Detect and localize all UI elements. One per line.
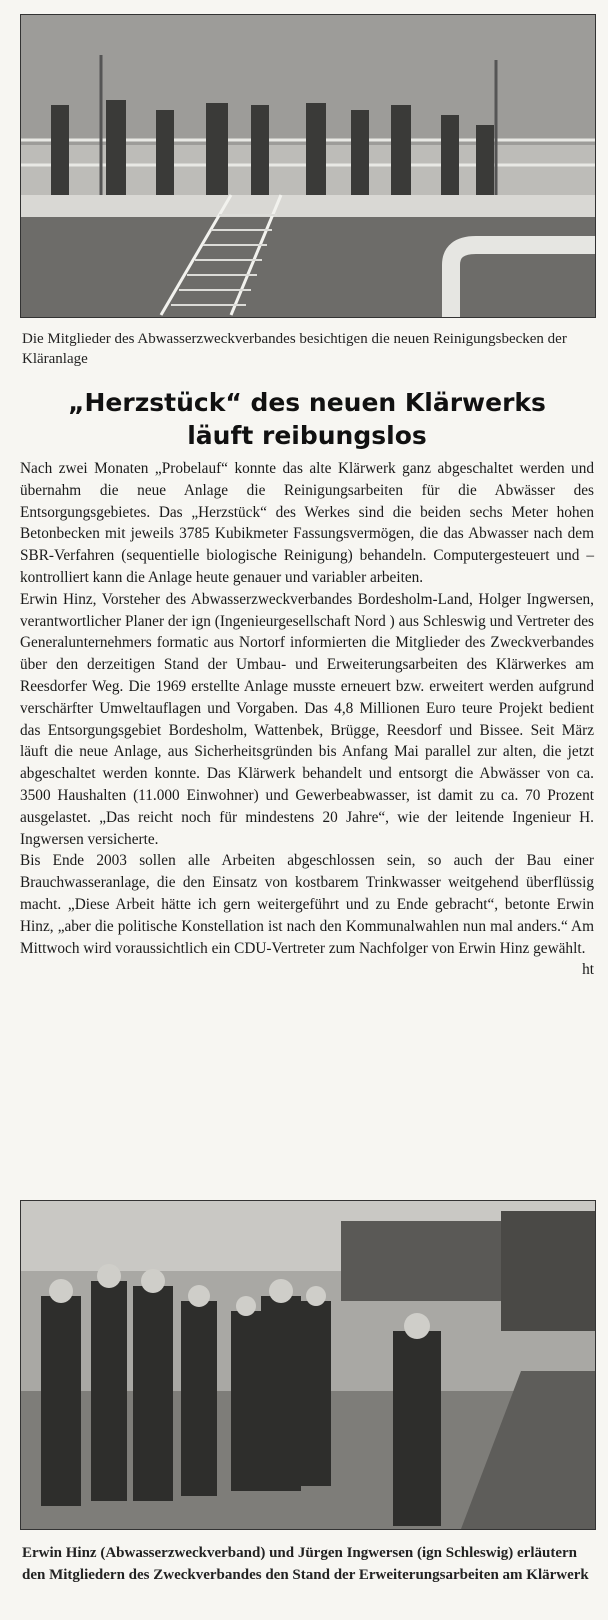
paragraph-1: Nach zwei Monaten „Probelauf“ konnte das alte Klärwerk ganz abgeschaltet werden und übernahm die neue Anlage die Reinigungsarbeiten für die Abwässer des Entsorgungsgebietes. Das „Herzstück“ des Werkes sind die beiden sechs Meter hohen Betonbecken mit jeweils 3785 Kubikmeter Fassungsvermögen, die das Abwasser nach dem SBR-Verfahren (sequentielle biologische Reinigung) behandeln. Computergesteuert und – kontrolliert kann die Anlage heute genauer und variabler arbeiten. — [20, 460, 594, 586]
photo-group-at-site — [20, 1200, 596, 1530]
bottom-photo-caption: Erwin Hinz (Abwasserzweckverband) und Jürgen Ingwersen (ign Schleswig) erläutern den Mitgliedern des Zweckverbandes den Stand der Erweiterungsarbeiten am Klärwerk — [22, 1545, 589, 1583]
author-initials: ht — [582, 961, 594, 979]
article-body — [20, 458, 594, 981]
photo-treatment-basins — [20, 14, 596, 318]
paragraph-3 — [20, 850, 594, 979]
paragraph-2: Erwin Hinz, Vorsteher des Abwasserzweckverbandes Bordesholm-Land, Holger Ingwersen, verantwortlicher Planer der ign (Ingenieurgesellschaft Nord ) aus Schleswig und Vertreter des Generalunternehmers formatic aus Nortorf informierten die Mitglieder des Zweckverbandes über den derzeitigen Stand der Umbau- und Erweiterungsarbeiten des Klärwerkes am Reesdorfer Weg. Die 1969 erstellte Anlage musste erneuert bzw. erweitert werden aufgrund verschärfter Umweltauflagen und Vorgaben. Das 4,8 Millionen Euro teure Projekt bedient das Entsorgungsgebiet Bordesholm, Wattenbek, Brügge, Reesdorf und Bissee. Seit März läuft die neue Anlage, aus Sicherheitsgründen bis Anfang Mai parallel zur alten, die jetzt abgeschaltet werden konnte. Das Klärwerk behandelt und entsorgt die Abwässer von ca. 3500 Haushalten (11.000 Einwohner) und Gewerbeabwasser, ist damit zu ca. 70 Prozent ausgelastet. „Das reicht noch für mindestens 20 Jahre“, wie der leitende Ingenieur H. Ingwersen versicherte. — [20, 590, 594, 848]
headline-line-2: läuft reibungslos — [187, 421, 427, 450]
paragraph-3-text: Bis Ende 2003 sollen alle Arbeiten abgeschlossen sein, so auch der Bau einer Brauchwasseranlage, die den Einsatz von kostbarem Trinkwasser weitgehend überflüssig macht. „Diese Arbeit hätte ich gern weitergeführt und zu Ende gebracht“, betonte Erwin Hinz, „aber die politische Konstellation ist nach den Kommunalwahlen nun mal anders.“ Am Mittwoch wird voraussichtlich ein CDU-Vertreter zum Nachfolger von Erwin Hinz gewählt. — [20, 852, 594, 957]
top-photo-caption: Die Mitglieder des Abwasserzweckverbandes besichtigen die neuen Reinigungsbecken der Kläranlage — [22, 331, 567, 367]
headline-line-1: „Herzstück“ des neuen Klärwerks — [68, 388, 546, 417]
article-headline — [20, 386, 594, 452]
